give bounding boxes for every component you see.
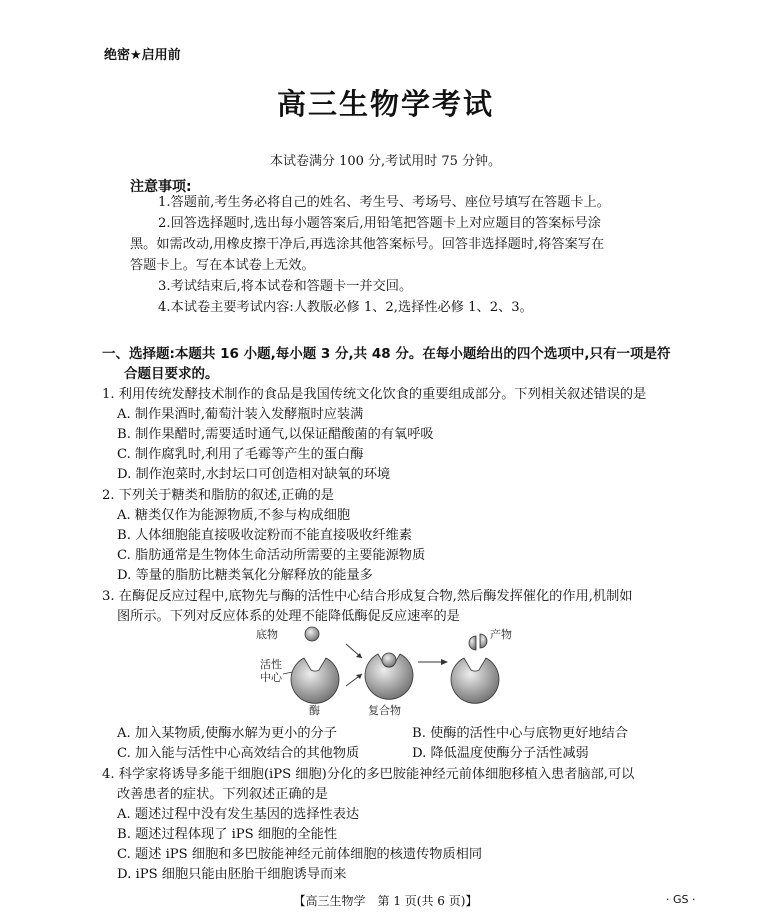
question-3-stem: 3. 在酶促反应过程中,底物先与酶的活性中心结合形成复合物,然后酶发挥催化的作用,机制如 — [102, 589, 633, 604]
enzyme-mechanism-figure — [250, 624, 540, 720]
question-4-stem: 4. 科学家将诱导多能干细胞(iPS 细胞)分化的多巴胺能神经元前体细胞移植入患者脑部,可以 — [102, 767, 635, 782]
section-heading: 一、选择题:本题共 16 小题,每小题 3 分,共 48 分。在每小题给出的四个选项中,只有一项是符 — [102, 346, 671, 362]
question-3-option-a: A. 加入某物质,使酶水解为更小的分子 — [117, 726, 337, 741]
question-1-stem: 1. 利用传统发酵技术制作的食品是我国传统文化饮食的重要组成部分。下列相关叙述错误的是 — [102, 387, 647, 402]
notice-line: 4.本试卷主要考试内容:人教版必修 1、2,选择性必修 1、2、3。 — [158, 300, 533, 315]
question-1-option-d: D. 制作泡菜时,水封坛口可创造相对缺氧的环境 — [117, 467, 391, 482]
question-4-option-d: D. iPS 细胞只能由胚胎干细胞诱导而来 — [117, 867, 347, 882]
confidential-mark: 绝密★启用前 — [104, 48, 181, 63]
notice-line: 答题卡上。写在本试卷上无效。 — [130, 258, 315, 273]
question-4-stem-cont: 改善患者的症状。下列叙述正确的是 — [117, 787, 328, 802]
free-enzyme — [451, 658, 499, 703]
question-3-option-b: B. 使酶的活性中心与底物更好地结合 — [412, 726, 628, 741]
exam-title: 高三生物学考试 — [276, 87, 494, 121]
product-label: 产物 — [490, 628, 512, 641]
question-4-option-c: C. 题述 iPS 细胞和多巴胺能神经元前体细胞的核遗传物质相同 — [117, 847, 483, 862]
question-3-option-c: C. 加入能与活性中心高效结合的其他物质 — [117, 746, 360, 761]
complex-label: 复合物 — [368, 704, 401, 717]
question-2-option-d: D. 等量的脂肪比糖类氧化分解释放的能量多 — [117, 568, 373, 583]
notice-line: 3.考试结束后,将本试卷和答题卡一并交回。 — [158, 279, 413, 294]
question-2-stem: 2. 下列关于糖类和脂肪的叙述,正确的是 — [102, 488, 334, 503]
active-site-label: 中心 — [260, 671, 282, 684]
paper-code: · GS · — [666, 893, 696, 906]
substrate-molecule — [305, 627, 319, 641]
question-4-option-a: A. 题述过程中没有发生基因的选择性表达 — [117, 807, 360, 822]
enzyme-shape — [291, 658, 339, 703]
question-1-option-a: A. 制作果酒时,葡萄汁装入发酵瓶时应装满 — [117, 407, 364, 422]
question-3-option-d: D. 降低温度使酶分子活性减弱 — [412, 746, 589, 761]
question-2-option-a: A. 糖类仅作为能源物质,不参与构成细胞 — [117, 508, 351, 523]
section-heading-cont: 合题目要求的。 — [124, 366, 219, 382]
active-site-label: 活性 — [260, 658, 282, 671]
notice-line: 黑。如需改动,用橡皮擦干净后,再选涂其他答案标号。回答非选择题时,将答案写在 — [130, 237, 605, 252]
question-2-option-c: C. 脂肪通常是生物体生命活动所需要的主要能源物质 — [117, 548, 426, 563]
page-footer: 【高三生物学 第 1 页(共 6 页)】 — [293, 894, 478, 908]
substrate-label: 底物 — [256, 628, 278, 641]
exam-info: 本试卷满分 100 分,考试用时 75 分钟。 — [269, 154, 502, 169]
notice-line: 2.回答选择题时,选出每小题答案后,用铅笔把答题卡上对应题目的答案标号涂 — [158, 216, 601, 231]
notice-line: 1.答题前,考生务必将自己的姓名、考生号、考场号、座位号填写在答题卡上。 — [158, 195, 610, 210]
complex-substrate — [382, 653, 396, 667]
product-half-left — [469, 636, 476, 650]
notice-heading: 注意事项: — [130, 179, 192, 195]
question-4-option-b: B. 题述过程体现了 iPS 细胞的全能性 — [117, 827, 338, 842]
question-3-stem-cont: 图所示。下列对反应体系的处理不能降低酶促反应速率的是 — [117, 609, 460, 624]
question-2-option-b: B. 人体细胞能直接吸收淀粉而不能直接吸收纤维素 — [117, 528, 413, 543]
product-half-right — [480, 634, 487, 648]
question-1-option-c: C. 制作腐乳时,利用了毛霉等产生的蛋白酶 — [117, 447, 364, 462]
enzyme-label: 酶 — [309, 704, 320, 717]
question-1-option-b: B. 制作果醋时,需要适时通气,以保证醋酸菌的有氧呼吸 — [117, 427, 434, 442]
